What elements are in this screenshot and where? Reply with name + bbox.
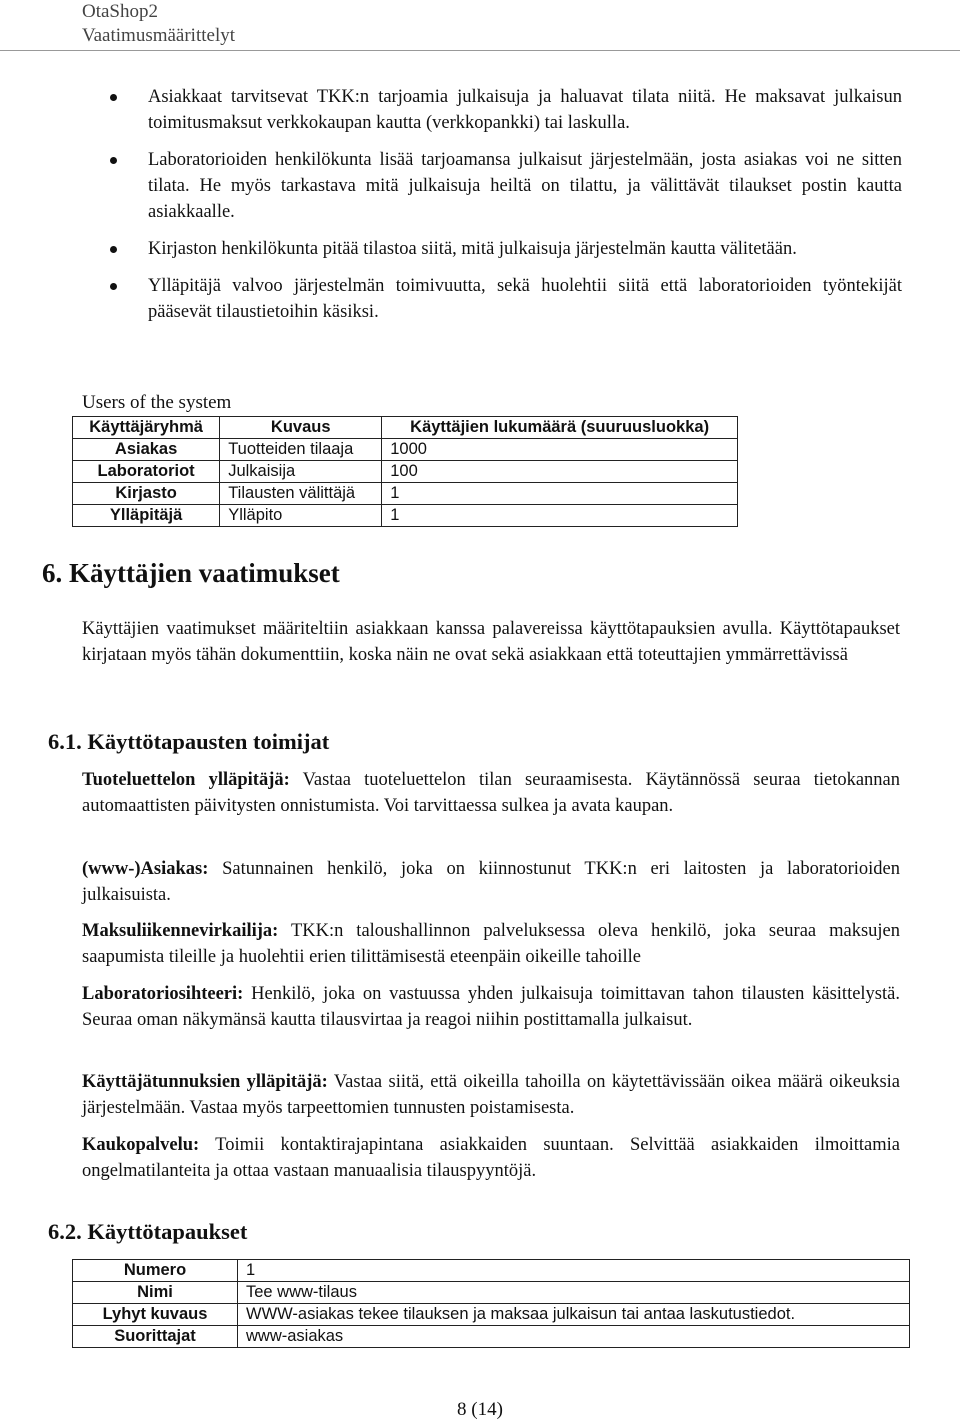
users-table bbox=[72, 416, 738, 527]
actor-description: Maksuliikennevirkailija: TKK:n taloushallinnon palveluksessa oleva henkilö, joka seuraa maksujen saapumista tileille ja huolehtii erien tilittämisestä eteenpäin oikeille tahoille bbox=[82, 921, 900, 967]
table-row bbox=[73, 1326, 910, 1348]
table-row bbox=[73, 505, 738, 527]
table-row bbox=[73, 1260, 910, 1282]
bullet-icon bbox=[110, 157, 117, 164]
table-cell: Asiakas bbox=[73, 439, 220, 461]
actor-term: Laboratoriosihteeri: bbox=[82, 984, 244, 1004]
table-cell: Tuotteiden tilaaja bbox=[220, 439, 382, 461]
table-header-cell: Käyttäjäryhmä bbox=[73, 417, 220, 439]
actor-term: Kaukopalvelu: bbox=[82, 1135, 200, 1155]
actor-term: Maksuliikennevirkailija: bbox=[82, 921, 279, 941]
table-cell: Lyhyt kuvaus bbox=[73, 1304, 238, 1326]
actor-description: Laboratoriosihteeri: Henkilö, joka on vastuussa yhden julkaisuja toimittavan tahon tilausten käsittelystä. Seuraa oman näkymänsä kautta tilausvirtaa ja reagoi niihin postittamalla julkaisut. bbox=[82, 984, 900, 1030]
actor-term: (www-)Asiakas: bbox=[82, 859, 209, 879]
table-row bbox=[73, 483, 738, 505]
table-cell: Tilausten välittäjä bbox=[220, 483, 382, 505]
users-table-caption: Users of the system bbox=[82, 392, 232, 413]
table-cell: Kirjasto bbox=[73, 483, 220, 505]
table-cell: 1000 bbox=[382, 439, 738, 461]
table-row bbox=[73, 439, 738, 461]
section-6-heading: 6. Käyttäjien vaatimukset bbox=[42, 558, 340, 588]
user-groups-bullet-list bbox=[110, 84, 902, 336]
header-rule bbox=[0, 50, 960, 51]
table-cell: 1 bbox=[382, 505, 738, 527]
table-header-row bbox=[73, 417, 738, 439]
table-row bbox=[73, 1282, 910, 1304]
table-cell: 1 bbox=[382, 483, 738, 505]
section-6-intro: Käyttäjien vaatimukset määriteltiin asiakkaan kanssa palavereissa käyttötapauksien avulla. Käyttötapaukset kirjataan myös tähän dokumenttiin, koska näin ne ovat sekä asiakkaan että toteuttajien ymmärrettävissä bbox=[82, 619, 900, 665]
table-header-cell: Käyttäjien lukumäärä (suuruusluokka) bbox=[382, 417, 738, 439]
actor-description: (www-)Asiakas: Satunnainen henkilö, joka on kiinnostunut TKK:n eri laitosten ja laboratorioiden julkaisuista. bbox=[82, 859, 900, 905]
actor-term: Käyttäjätunnuksien ylläpitäjä: bbox=[82, 1072, 328, 1092]
table-cell: www-asiakas bbox=[238, 1326, 910, 1348]
bullet-icon bbox=[110, 94, 117, 101]
table-cell: Numero bbox=[73, 1260, 238, 1282]
actor-description: Tuoteluettelon ylläpitäjä: Vastaa tuoteluettelon tilan seuraamisesta. Käytännössä seuraa tietokannan automaattisten päivitysten onnistumista. Voi tarvittaessa sulkea ja avata kaupan. bbox=[82, 770, 901, 816]
table-cell: Suorittajat bbox=[73, 1326, 238, 1348]
table-row bbox=[73, 1304, 910, 1326]
actor-term: Tuoteluettelon ylläpitäjä: bbox=[82, 770, 290, 790]
bullet-icon bbox=[110, 246, 117, 253]
table-cell: Ylläpito bbox=[220, 505, 382, 527]
bullet-item: Asiakkaat tarvitsevat TKK:n tarjoamia julkaisuja ja haluavat tilata niitä. He maksavat julkaisun toimitusmaksut verkkokaupan kautta (verkkopankki) tai laskulla. bbox=[110, 84, 902, 136]
header-subtitle: Vaatimusmäärittelyt bbox=[82, 25, 236, 46]
bullet-item: Laboratorioiden henkilökunta lisää tarjoamansa julkaisut järjestelmään, josta asiakas voi ne sitten tilata. He myös tarkastava mitä julkaisuja heiltä on tilattu, ja välittävät tilaukset postin kautta asiakkaalle. bbox=[110, 147, 902, 225]
actor-description: Käyttäjätunnuksien ylläpitäjä: Vastaa siitä, että oikeilla tahoilla on käytettävissään oikea määrä oikeuksia järjestelmään. Vastaa myös tarpeettomien tunnusten poistamisesta. bbox=[82, 1072, 901, 1118]
section-6-2-heading: 6.2. Käyttötapaukset bbox=[48, 1219, 248, 1244]
table-cell: WWW-asiakas tekee tilauksen ja maksaa julkaisun tai antaa laskutustiedot. bbox=[238, 1304, 910, 1326]
table-cell: Julkaisija bbox=[220, 461, 382, 483]
document-header bbox=[82, 0, 235, 48]
table-cell: 100 bbox=[382, 461, 738, 483]
section-6-1-heading: 6.1. Käyttötapausten toimijat bbox=[48, 729, 330, 754]
page-number: 8 (14) bbox=[457, 1399, 503, 1420]
table-cell: 1 bbox=[238, 1260, 910, 1282]
bullet-icon bbox=[110, 283, 117, 290]
use-case-table bbox=[72, 1259, 910, 1348]
actor-description: Kaukopalvelu: Toimii kontaktirajapintana asiakkaiden suuntaan. Selvittää asiakkaiden ilmoittamia ongelmatilanteita ja ottaa vastaan manuaalisia tilauspyyntöjä. bbox=[82, 1135, 900, 1181]
table-cell: Laboratoriot bbox=[73, 461, 220, 483]
header-title: OtaShop2 bbox=[82, 1, 158, 22]
table-cell: Ylläpitäjä bbox=[73, 505, 220, 527]
bullet-item: Kirjaston henkilökunta pitää tilastoa siitä, mitä julkaisuja järjestelmän kautta välitetään. bbox=[110, 236, 902, 262]
table-header-cell: Kuvaus bbox=[220, 417, 382, 439]
bullet-item: Ylläpitäjä valvoo järjestelmän toimivuutta, sekä huolehtii siitä että laboratorioiden työntekijät pääsevät tilaustietoihin käsiksi. bbox=[110, 273, 902, 325]
table-cell: Nimi bbox=[73, 1282, 238, 1304]
table-cell: Tee www-tilaus bbox=[238, 1282, 910, 1304]
table-row bbox=[73, 461, 738, 483]
